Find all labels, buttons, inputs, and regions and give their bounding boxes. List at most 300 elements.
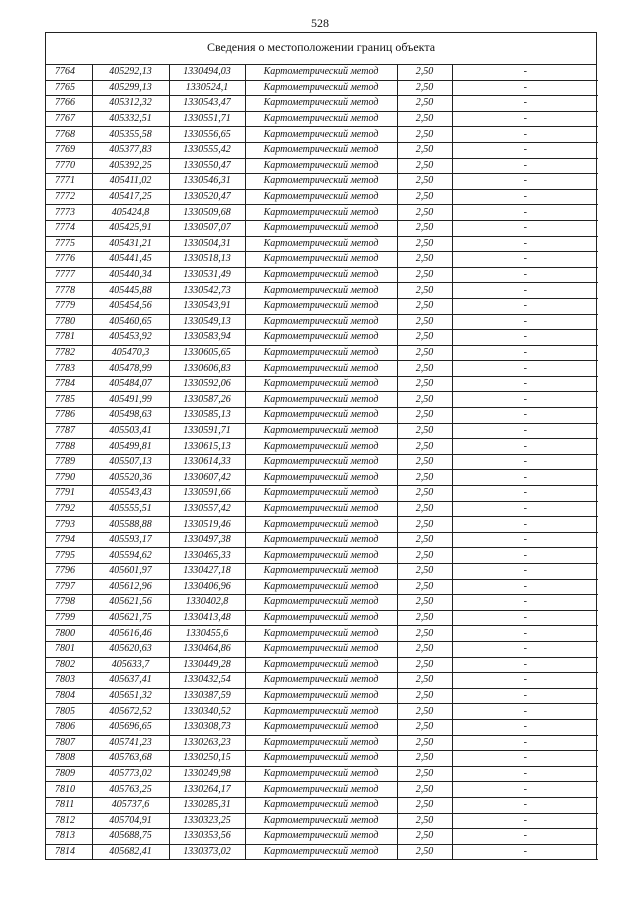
- point-number-cell: 7793: [46, 517, 92, 533]
- accuracy-cell: 2,50: [397, 298, 452, 314]
- accuracy-cell: 2,50: [397, 423, 452, 439]
- note-cell: -: [452, 844, 598, 860]
- y-coordinate-cell: 1330494,03: [169, 65, 245, 80]
- note-cell: -: [452, 595, 598, 611]
- y-coordinate-cell: 1330285,31: [169, 797, 245, 813]
- accuracy-cell: 2,50: [397, 220, 452, 236]
- note-cell: -: [452, 626, 598, 642]
- point-number-cell: 7782: [46, 345, 92, 361]
- table-row: [46, 345, 598, 361]
- accuracy-cell: 2,50: [397, 486, 452, 502]
- x-coordinate-cell: 405460,65: [92, 314, 169, 330]
- table-row: [46, 392, 598, 408]
- y-coordinate-cell: 1330549,13: [169, 314, 245, 330]
- point-number-cell: 7769: [46, 142, 92, 158]
- table-row: [46, 314, 598, 330]
- method-cell: Картометрический метод: [245, 673, 397, 689]
- x-coordinate-cell: 405503,41: [92, 423, 169, 439]
- note-cell: -: [452, 236, 598, 252]
- table-row: [46, 829, 598, 845]
- note-cell: -: [452, 673, 598, 689]
- x-coordinate-cell: 405441,45: [92, 252, 169, 268]
- point-number-cell: 7776: [46, 252, 92, 268]
- method-cell: Картометрический метод: [245, 361, 397, 377]
- accuracy-cell: 2,50: [397, 641, 452, 657]
- y-coordinate-cell: 1330263,23: [169, 735, 245, 751]
- table-row: [46, 579, 598, 595]
- method-cell: Картометрический метод: [245, 564, 397, 580]
- point-number-cell: 7764: [46, 65, 92, 80]
- point-number-cell: 7780: [46, 314, 92, 330]
- x-coordinate-cell: 405616,46: [92, 626, 169, 642]
- y-coordinate-cell: 1330497,38: [169, 532, 245, 548]
- x-coordinate-cell: 405507,13: [92, 454, 169, 470]
- table-row: [46, 844, 598, 860]
- y-coordinate-cell: 1330614,33: [169, 454, 245, 470]
- accuracy-cell: 2,50: [397, 454, 452, 470]
- method-cell: Картометрический метод: [245, 501, 397, 517]
- method-cell: Картометрический метод: [245, 330, 397, 346]
- table-row: [46, 548, 598, 564]
- table-row: [46, 283, 598, 299]
- table-row: [46, 189, 598, 205]
- x-coordinate-cell: 405431,21: [92, 236, 169, 252]
- point-number-cell: 7784: [46, 376, 92, 392]
- table-row: [46, 657, 598, 673]
- y-coordinate-cell: 1330557,42: [169, 501, 245, 517]
- note-cell: -: [452, 376, 598, 392]
- x-coordinate-cell: 405620,63: [92, 641, 169, 657]
- accuracy-cell: 2,50: [397, 361, 452, 377]
- point-number-cell: 7771: [46, 174, 92, 190]
- accuracy-cell: 2,50: [397, 501, 452, 517]
- method-cell: Картометрический метод: [245, 423, 397, 439]
- table-row: [46, 766, 598, 782]
- table-row: [46, 376, 598, 392]
- note-cell: -: [452, 454, 598, 470]
- table-row: [46, 704, 598, 720]
- accuracy-cell: 2,50: [397, 236, 452, 252]
- x-coordinate-cell: 405445,88: [92, 283, 169, 299]
- note-cell: -: [452, 314, 598, 330]
- y-coordinate-cell: 1330373,02: [169, 844, 245, 860]
- table-row: [46, 423, 598, 439]
- method-cell: Картометрический метод: [245, 641, 397, 657]
- y-coordinate-cell: 1330323,25: [169, 813, 245, 829]
- x-coordinate-cell: 405484,07: [92, 376, 169, 392]
- note-cell: -: [452, 782, 598, 798]
- point-number-cell: 7807: [46, 735, 92, 751]
- x-coordinate-cell: 405470,3: [92, 345, 169, 361]
- coordinates-table-sheet: [45, 32, 597, 860]
- x-coordinate-cell: 405696,65: [92, 719, 169, 735]
- method-cell: Картометрический метод: [245, 189, 397, 205]
- point-number-cell: 7814: [46, 844, 92, 860]
- note-cell: -: [452, 127, 598, 143]
- note-cell: -: [452, 829, 598, 845]
- point-number-cell: 7788: [46, 439, 92, 455]
- method-cell: Картометрический метод: [245, 470, 397, 486]
- x-coordinate-cell: 405612,96: [92, 579, 169, 595]
- note-cell: -: [452, 158, 598, 174]
- table-row: [46, 142, 598, 158]
- table-row: [46, 298, 598, 314]
- note-cell: -: [452, 252, 598, 268]
- accuracy-cell: 2,50: [397, 111, 452, 127]
- note-cell: -: [452, 65, 598, 80]
- x-coordinate-cell: 405411,02: [92, 174, 169, 190]
- method-cell: Картометрический метод: [245, 813, 397, 829]
- y-coordinate-cell: 1330583,94: [169, 330, 245, 346]
- accuracy-cell: 2,50: [397, 252, 452, 268]
- note-cell: -: [452, 205, 598, 221]
- table-row: [46, 80, 598, 96]
- note-cell: -: [452, 298, 598, 314]
- table-row: [46, 205, 598, 221]
- x-coordinate-cell: 405499,81: [92, 439, 169, 455]
- method-cell: Картометрический метод: [245, 751, 397, 767]
- table-row: [46, 735, 598, 751]
- method-cell: Картометрический метод: [245, 252, 397, 268]
- note-cell: -: [452, 96, 598, 112]
- point-number-cell: 7787: [46, 423, 92, 439]
- y-coordinate-cell: 1330520,47: [169, 189, 245, 205]
- method-cell: Картометрический метод: [245, 719, 397, 735]
- x-coordinate-cell: 405593,17: [92, 532, 169, 548]
- y-coordinate-cell: 1330591,66: [169, 486, 245, 502]
- x-coordinate-cell: 405621,75: [92, 610, 169, 626]
- accuracy-cell: 2,50: [397, 127, 452, 143]
- note-cell: -: [452, 766, 598, 782]
- section-title: Сведения о местоположении границ объекта: [46, 33, 596, 65]
- accuracy-cell: 2,50: [397, 283, 452, 299]
- note-cell: -: [452, 813, 598, 829]
- method-cell: Картометрический метод: [245, 376, 397, 392]
- y-coordinate-cell: 1330592,06: [169, 376, 245, 392]
- accuracy-cell: 2,50: [397, 626, 452, 642]
- accuracy-cell: 2,50: [397, 439, 452, 455]
- x-coordinate-cell: 405588,88: [92, 517, 169, 533]
- note-cell: -: [452, 470, 598, 486]
- accuracy-cell: 2,50: [397, 657, 452, 673]
- x-coordinate-cell: 405763,68: [92, 751, 169, 767]
- table-row: [46, 158, 598, 174]
- accuracy-cell: 2,50: [397, 766, 452, 782]
- x-coordinate-cell: 405682,41: [92, 844, 169, 860]
- table-row: [46, 626, 598, 642]
- table-row: [46, 220, 598, 236]
- y-coordinate-cell: 1330615,13: [169, 439, 245, 455]
- method-cell: Картометрический метод: [245, 96, 397, 112]
- y-coordinate-cell: 1330406,96: [169, 579, 245, 595]
- table-row: [46, 517, 598, 533]
- table-row: [46, 673, 598, 689]
- accuracy-cell: 2,50: [397, 844, 452, 860]
- point-number-cell: 7809: [46, 766, 92, 782]
- x-coordinate-cell: 405478,99: [92, 361, 169, 377]
- point-number-cell: 7768: [46, 127, 92, 143]
- accuracy-cell: 2,50: [397, 205, 452, 221]
- table-row: [46, 688, 598, 704]
- x-coordinate-cell: 405312,32: [92, 96, 169, 112]
- point-number-cell: 7790: [46, 470, 92, 486]
- x-coordinate-cell: 405672,52: [92, 704, 169, 720]
- y-coordinate-cell: 1330465,33: [169, 548, 245, 564]
- accuracy-cell: 2,50: [397, 719, 452, 735]
- point-number-cell: 7808: [46, 751, 92, 767]
- accuracy-cell: 2,50: [397, 610, 452, 626]
- y-coordinate-cell: 1330518,13: [169, 252, 245, 268]
- point-number-cell: 7783: [46, 361, 92, 377]
- method-cell: Картометрический метод: [245, 283, 397, 299]
- accuracy-cell: 2,50: [397, 704, 452, 720]
- point-number-cell: 7802: [46, 657, 92, 673]
- method-cell: Картометрический метод: [245, 829, 397, 845]
- point-number-cell: 7777: [46, 267, 92, 283]
- y-coordinate-cell: 1330524,1: [169, 80, 245, 96]
- x-coordinate-cell: 405594,62: [92, 548, 169, 564]
- note-cell: -: [452, 735, 598, 751]
- y-coordinate-cell: 1330504,31: [169, 236, 245, 252]
- x-coordinate-cell: 405520,36: [92, 470, 169, 486]
- method-cell: Картометрический метод: [245, 408, 397, 424]
- table-row: [46, 610, 598, 626]
- table-row: [46, 408, 598, 424]
- point-number-cell: 7805: [46, 704, 92, 720]
- note-cell: -: [452, 579, 598, 595]
- y-coordinate-cell: 1330353,56: [169, 829, 245, 845]
- note-cell: -: [452, 610, 598, 626]
- y-coordinate-cell: 1330519,46: [169, 517, 245, 533]
- accuracy-cell: 2,50: [397, 751, 452, 767]
- method-cell: Картометрический метод: [245, 704, 397, 720]
- note-cell: -: [452, 80, 598, 96]
- x-coordinate-cell: 405543,43: [92, 486, 169, 502]
- accuracy-cell: 2,50: [397, 735, 452, 751]
- method-cell: Картометрический метод: [245, 454, 397, 470]
- table-row: [46, 797, 598, 813]
- point-number-cell: 7781: [46, 330, 92, 346]
- x-coordinate-cell: 405332,51: [92, 111, 169, 127]
- note-cell: -: [452, 423, 598, 439]
- table-row: [46, 486, 598, 502]
- x-coordinate-cell: 405633,7: [92, 657, 169, 673]
- x-coordinate-cell: 405621,56: [92, 595, 169, 611]
- table-row: [46, 361, 598, 377]
- y-coordinate-cell: 1330546,31: [169, 174, 245, 190]
- accuracy-cell: 2,50: [397, 595, 452, 611]
- x-coordinate-cell: 405392,25: [92, 158, 169, 174]
- method-cell: Картометрический метод: [245, 236, 397, 252]
- accuracy-cell: 2,50: [397, 829, 452, 845]
- point-number-cell: 7772: [46, 189, 92, 205]
- accuracy-cell: 2,50: [397, 548, 452, 564]
- table-row: [46, 595, 598, 611]
- method-cell: Картометрический метод: [245, 579, 397, 595]
- table-row: [46, 236, 598, 252]
- accuracy-cell: 2,50: [397, 797, 452, 813]
- y-coordinate-cell: 1330387,59: [169, 688, 245, 704]
- x-coordinate-cell: 405424,8: [92, 205, 169, 221]
- y-coordinate-cell: 1330543,47: [169, 96, 245, 112]
- method-cell: Картометрический метод: [245, 486, 397, 502]
- table-row: [46, 65, 598, 80]
- note-cell: -: [452, 142, 598, 158]
- point-number-cell: 7767: [46, 111, 92, 127]
- note-cell: -: [452, 392, 598, 408]
- table-row: [46, 564, 598, 580]
- y-coordinate-cell: 1330605,65: [169, 345, 245, 361]
- point-number-cell: 7810: [46, 782, 92, 798]
- note-cell: -: [452, 641, 598, 657]
- method-cell: Картометрический метод: [245, 657, 397, 673]
- point-number-cell: 7792: [46, 501, 92, 517]
- y-coordinate-cell: 1330550,47: [169, 158, 245, 174]
- accuracy-cell: 2,50: [397, 517, 452, 533]
- note-cell: -: [452, 189, 598, 205]
- point-number-cell: 7794: [46, 532, 92, 548]
- x-coordinate-cell: 405688,75: [92, 829, 169, 845]
- page-number: 528: [311, 16, 329, 30]
- y-coordinate-cell: 1330543,91: [169, 298, 245, 314]
- x-coordinate-cell: 405292,13: [92, 65, 169, 80]
- accuracy-cell: 2,50: [397, 80, 452, 96]
- method-cell: Картометрический метод: [245, 392, 397, 408]
- y-coordinate-cell: 1330551,71: [169, 111, 245, 127]
- accuracy-cell: 2,50: [397, 392, 452, 408]
- table-row: [46, 470, 598, 486]
- point-number-cell: 7812: [46, 813, 92, 829]
- note-cell: -: [452, 486, 598, 502]
- y-coordinate-cell: 1330607,42: [169, 470, 245, 486]
- x-coordinate-cell: 405737,6: [92, 797, 169, 813]
- coordinates-table: [46, 65, 598, 860]
- method-cell: Картометрический метод: [245, 205, 397, 221]
- point-number-cell: 7786: [46, 408, 92, 424]
- point-number-cell: 7779: [46, 298, 92, 314]
- note-cell: -: [452, 111, 598, 127]
- point-number-cell: 7801: [46, 641, 92, 657]
- method-cell: Картометрический метод: [245, 844, 397, 860]
- method-cell: Картометрический метод: [245, 766, 397, 782]
- y-coordinate-cell: 1330449,28: [169, 657, 245, 673]
- point-number-cell: 7775: [46, 236, 92, 252]
- x-coordinate-cell: 405763,25: [92, 782, 169, 798]
- method-cell: Картометрический метод: [245, 548, 397, 564]
- x-coordinate-cell: 405377,83: [92, 142, 169, 158]
- table-row: [46, 127, 598, 143]
- point-number-cell: 7766: [46, 96, 92, 112]
- method-cell: Картометрический метод: [245, 127, 397, 143]
- note-cell: -: [452, 267, 598, 283]
- note-cell: -: [452, 283, 598, 299]
- point-number-cell: 7811: [46, 797, 92, 813]
- accuracy-cell: 2,50: [397, 470, 452, 486]
- x-coordinate-cell: 405299,13: [92, 80, 169, 96]
- x-coordinate-cell: 405555,51: [92, 501, 169, 517]
- table-row: [46, 501, 598, 517]
- accuracy-cell: 2,50: [397, 345, 452, 361]
- point-number-cell: 7791: [46, 486, 92, 502]
- note-cell: -: [452, 719, 598, 735]
- note-cell: -: [452, 361, 598, 377]
- y-coordinate-cell: 1330308,73: [169, 719, 245, 735]
- note-cell: -: [452, 704, 598, 720]
- accuracy-cell: 2,50: [397, 579, 452, 595]
- x-coordinate-cell: 405454,56: [92, 298, 169, 314]
- method-cell: Картометрический метод: [245, 267, 397, 283]
- accuracy-cell: 2,50: [397, 158, 452, 174]
- note-cell: -: [452, 174, 598, 190]
- accuracy-cell: 2,50: [397, 782, 452, 798]
- method-cell: Картометрический метод: [245, 626, 397, 642]
- note-cell: -: [452, 408, 598, 424]
- note-cell: -: [452, 797, 598, 813]
- x-coordinate-cell: 405773,02: [92, 766, 169, 782]
- x-coordinate-cell: 405417,25: [92, 189, 169, 205]
- table-row: [46, 252, 598, 268]
- table-row: [46, 330, 598, 346]
- note-cell: -: [452, 548, 598, 564]
- x-coordinate-cell: 405637,41: [92, 673, 169, 689]
- x-coordinate-cell: 405440,34: [92, 267, 169, 283]
- accuracy-cell: 2,50: [397, 688, 452, 704]
- point-number-cell: 7789: [46, 454, 92, 470]
- note-cell: -: [452, 564, 598, 580]
- table-row: [46, 267, 598, 283]
- table-row: [46, 641, 598, 657]
- point-number-cell: 7798: [46, 595, 92, 611]
- accuracy-cell: 2,50: [397, 813, 452, 829]
- y-coordinate-cell: 1330606,83: [169, 361, 245, 377]
- method-cell: Картометрический метод: [245, 532, 397, 548]
- accuracy-cell: 2,50: [397, 174, 452, 190]
- y-coordinate-cell: 1330413,48: [169, 610, 245, 626]
- x-coordinate-cell: 405498,63: [92, 408, 169, 424]
- method-cell: Картометрический метод: [245, 220, 397, 236]
- table-row: [46, 751, 598, 767]
- method-cell: Картометрический метод: [245, 517, 397, 533]
- table-row: [46, 111, 598, 127]
- point-number-cell: 7800: [46, 626, 92, 642]
- table-row: [46, 454, 598, 470]
- method-cell: Картометрический метод: [245, 65, 397, 80]
- point-number-cell: 7770: [46, 158, 92, 174]
- point-number-cell: 7797: [46, 579, 92, 595]
- accuracy-cell: 2,50: [397, 267, 452, 283]
- note-cell: -: [452, 330, 598, 346]
- point-number-cell: 7799: [46, 610, 92, 626]
- point-number-cell: 7795: [46, 548, 92, 564]
- accuracy-cell: 2,50: [397, 564, 452, 580]
- y-coordinate-cell: 1330591,71: [169, 423, 245, 439]
- y-coordinate-cell: 1330464,86: [169, 641, 245, 657]
- accuracy-cell: 2,50: [397, 330, 452, 346]
- method-cell: Картометрический метод: [245, 688, 397, 704]
- point-number-cell: 7796: [46, 564, 92, 580]
- point-number-cell: 7804: [46, 688, 92, 704]
- point-number-cell: 7806: [46, 719, 92, 735]
- note-cell: -: [452, 751, 598, 767]
- point-number-cell: 7785: [46, 392, 92, 408]
- y-coordinate-cell: 1330264,17: [169, 782, 245, 798]
- x-coordinate-cell: 405601,97: [92, 564, 169, 580]
- accuracy-cell: 2,50: [397, 408, 452, 424]
- y-coordinate-cell: 1330509,68: [169, 205, 245, 221]
- method-cell: Картометрический метод: [245, 298, 397, 314]
- y-coordinate-cell: 1330432,54: [169, 673, 245, 689]
- table-body: [46, 65, 598, 860]
